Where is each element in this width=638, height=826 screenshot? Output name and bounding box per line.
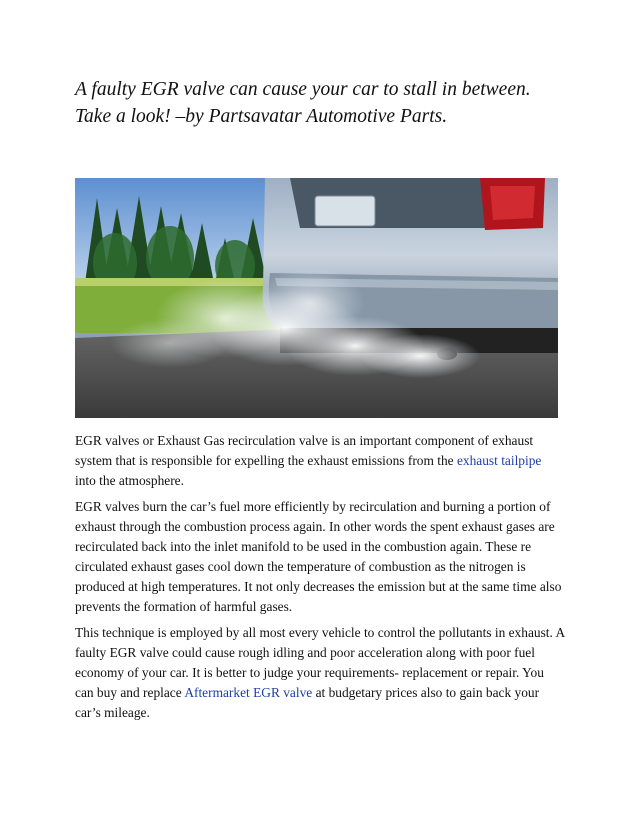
paragraph-3-text: This technique is employed by all most every vehicle to control the pollutants in exhaust. A faulty EGR valve could cause rough idling and poor acceleration along with poor fuel economy of your car. It is better to judge your requirements- replacement or repair. You can buy and replace bbox=[75, 625, 565, 700]
exhaust-tailpipe-link[interactable]: exhaust tailpipe bbox=[456, 453, 542, 468]
article-body bbox=[75, 431, 565, 729]
title-line-1: A faulty EGR valve can cause your car to stall in between. bbox=[75, 79, 531, 100]
car-exhaust-photo bbox=[75, 178, 558, 418]
paragraph-3 bbox=[75, 623, 565, 723]
paragraph-3-tail: at budgetary prices also to gain back your car’s mileage. bbox=[75, 685, 540, 720]
aftermarket-egr-valve-link[interactable]: Aftermarket EGR valve bbox=[184, 685, 313, 700]
page-title bbox=[75, 76, 575, 130]
car-exhaust-smoke-photo bbox=[75, 178, 558, 418]
paragraph-2: EGR valves burn the car’s fuel more efficiently by recirculation and burning a portion of exhaust through the combustion process again. In other words the spent exhaust gases are recirculated back into the inlet manifold to be used in the combustion again. These re circulated exhaust gases cool down the temperature of combustion as the nitrogen is produced at high temperatures. It not only decreases the emission but at the same time also prevents the formation of harmful gases. bbox=[75, 499, 562, 614]
paragraph-1 bbox=[75, 431, 565, 491]
paragraph-1-tail: into the atmosphere. bbox=[75, 473, 184, 488]
paragraph-1-text: EGR valves or Exhaust Gas recirculation valve is an important component of exhaust system that is responsible for expelling the exhaust emissions from the bbox=[75, 433, 534, 468]
title-line-2: Take a look! –by Partsavatar Automotive Parts. bbox=[75, 106, 448, 127]
